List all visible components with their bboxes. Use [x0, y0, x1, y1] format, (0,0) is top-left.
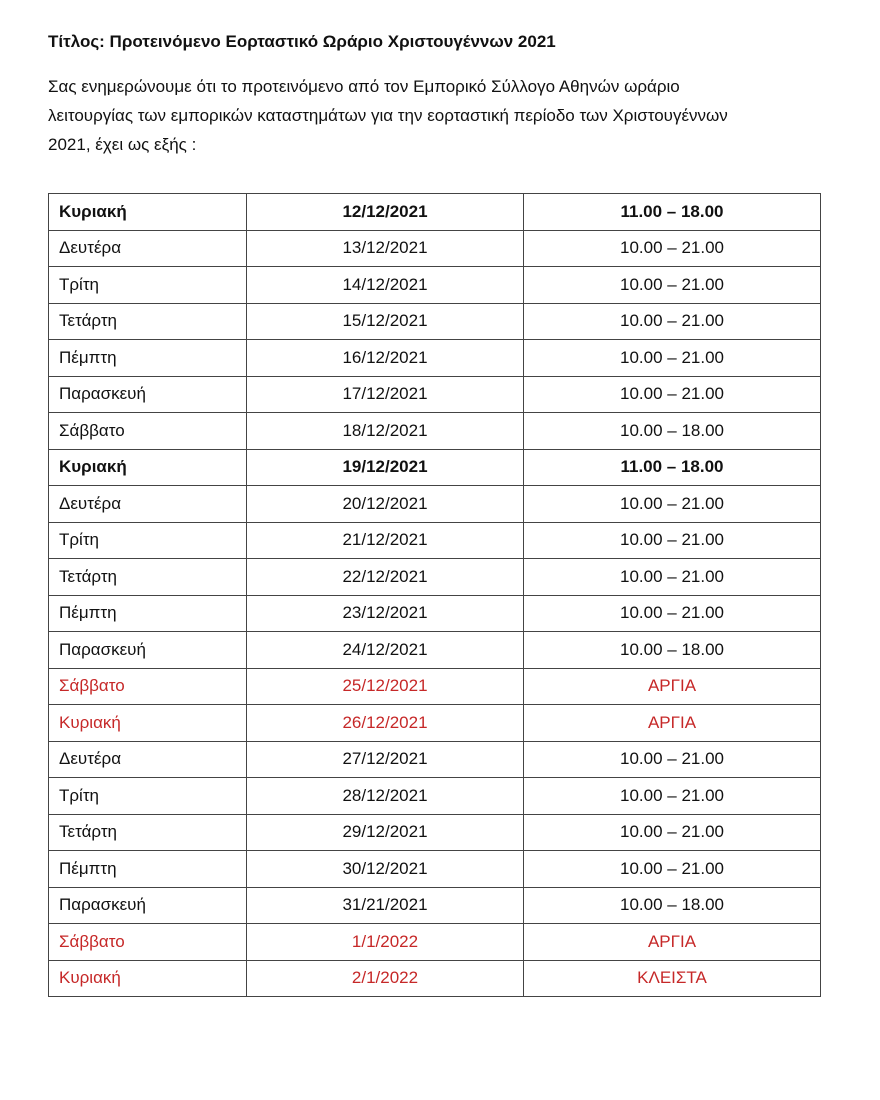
table-row [49, 632, 821, 669]
day-cell: Τρίτη [49, 267, 247, 304]
table-row [49, 887, 821, 924]
table-row [49, 413, 821, 450]
hours-cell: 10.00 – 21.00 [524, 230, 821, 267]
date-cell: 24/12/2021 [247, 632, 524, 669]
table-row [49, 960, 821, 997]
day-cell: Δευτέρα [49, 230, 247, 267]
day-cell: Δευτέρα [49, 486, 247, 523]
hours-cell: 10.00 – 21.00 [524, 522, 821, 559]
hours-cell: 11.00 – 18.00 [524, 194, 821, 231]
day-cell: Σάββατο [49, 924, 247, 961]
table-row [49, 851, 821, 888]
hours-cell: 10.00 – 21.00 [524, 814, 821, 851]
hours-cell: 10.00 – 21.00 [524, 559, 821, 596]
hours-cell: 10.00 – 21.00 [524, 778, 821, 815]
table-row [49, 340, 821, 377]
document-title: Τίτλος: Προτεινόμενο Εορταστικό Ωράριο Χριστουγέννων 2021 [48, 32, 556, 51]
date-cell: 14/12/2021 [247, 267, 524, 304]
day-cell: Παρασκευή [49, 887, 247, 924]
table-row [49, 449, 821, 486]
table-row [49, 267, 821, 304]
hours-cell: ΚΛΕΙΣΤΑ [524, 960, 821, 997]
day-cell: Πέμπτη [49, 595, 247, 632]
day-cell: Παρασκευή [49, 376, 247, 413]
date-cell: 22/12/2021 [247, 559, 524, 596]
hours-cell: 11.00 – 18.00 [524, 449, 821, 486]
intro-paragraph: Σας ενημερώνουμε ότι το προτεινόμενο από τον Εμπορικό Σύλλογο Αθηνών ωράριο λειτουργίας των εμπορικών καταστημάτων για την εορταστική περίοδο των Χριστουγέννων 2021, έχει ως εξής : [48, 77, 728, 154]
date-cell: 20/12/2021 [247, 486, 524, 523]
table-row [49, 741, 821, 778]
date-cell: 27/12/2021 [247, 741, 524, 778]
date-cell: 26/12/2021 [247, 705, 524, 742]
hours-cell: 10.00 – 21.00 [524, 486, 821, 523]
date-cell: 30/12/2021 [247, 851, 524, 888]
hours-cell: 10.00 – 21.00 [524, 741, 821, 778]
day-cell: Παρασκευή [49, 632, 247, 669]
date-cell: 13/12/2021 [247, 230, 524, 267]
date-cell: 16/12/2021 [247, 340, 524, 377]
date-cell: 31/21/2021 [247, 887, 524, 924]
table-row [49, 668, 821, 705]
day-cell: Τρίτη [49, 522, 247, 559]
date-cell: 2/1/2022 [247, 960, 524, 997]
hours-cell: ΑΡΓΙΑ [524, 705, 821, 742]
table-row [49, 924, 821, 961]
day-cell: Πέμπτη [49, 851, 247, 888]
hours-cell: 10.00 – 21.00 [524, 376, 821, 413]
hours-cell: 10.00 – 18.00 [524, 632, 821, 669]
hours-cell: 10.00 – 21.00 [524, 851, 821, 888]
table-row [49, 559, 821, 596]
hours-cell: 10.00 – 18.00 [524, 413, 821, 450]
table-row [49, 486, 821, 523]
table-row [49, 303, 821, 340]
date-cell: 28/12/2021 [247, 778, 524, 815]
date-cell: 23/12/2021 [247, 595, 524, 632]
date-cell: 29/12/2021 [247, 814, 524, 851]
table-row [49, 522, 821, 559]
table-row [49, 230, 821, 267]
hours-cell: 10.00 – 21.00 [524, 303, 821, 340]
table-row [49, 595, 821, 632]
day-cell: Κυριακή [49, 194, 247, 231]
date-cell: 25/12/2021 [247, 668, 524, 705]
day-cell: Σάββατο [49, 668, 247, 705]
day-cell: Τετάρτη [49, 559, 247, 596]
hours-cell: 10.00 – 18.00 [524, 887, 821, 924]
day-cell: Κυριακή [49, 705, 247, 742]
schedule-table-body [49, 194, 821, 997]
day-cell: Σάββατο [49, 413, 247, 450]
day-cell: Τετάρτη [49, 814, 247, 851]
table-row [49, 778, 821, 815]
day-cell: Πέμπτη [49, 340, 247, 377]
hours-cell: 10.00 – 21.00 [524, 340, 821, 377]
day-cell: Τετάρτη [49, 303, 247, 340]
hours-cell: 10.00 – 21.00 [524, 595, 821, 632]
date-cell: 18/12/2021 [247, 413, 524, 450]
day-cell: Δευτέρα [49, 741, 247, 778]
day-cell: Κυριακή [49, 449, 247, 486]
table-row [49, 705, 821, 742]
schedule-table [48, 193, 821, 997]
date-cell: 1/1/2022 [247, 924, 524, 961]
date-cell: 19/12/2021 [247, 449, 524, 486]
hours-cell: ΑΡΓΙΑ [524, 924, 821, 961]
hours-cell: ΑΡΓΙΑ [524, 668, 821, 705]
date-cell: 21/12/2021 [247, 522, 524, 559]
date-cell: 17/12/2021 [247, 376, 524, 413]
table-row [49, 194, 821, 231]
table-row [49, 376, 821, 413]
date-cell: 15/12/2021 [247, 303, 524, 340]
date-cell: 12/12/2021 [247, 194, 524, 231]
day-cell: Τρίτη [49, 778, 247, 815]
day-cell: Κυριακή [49, 960, 247, 997]
table-row [49, 814, 821, 851]
hours-cell: 10.00 – 21.00 [524, 267, 821, 304]
